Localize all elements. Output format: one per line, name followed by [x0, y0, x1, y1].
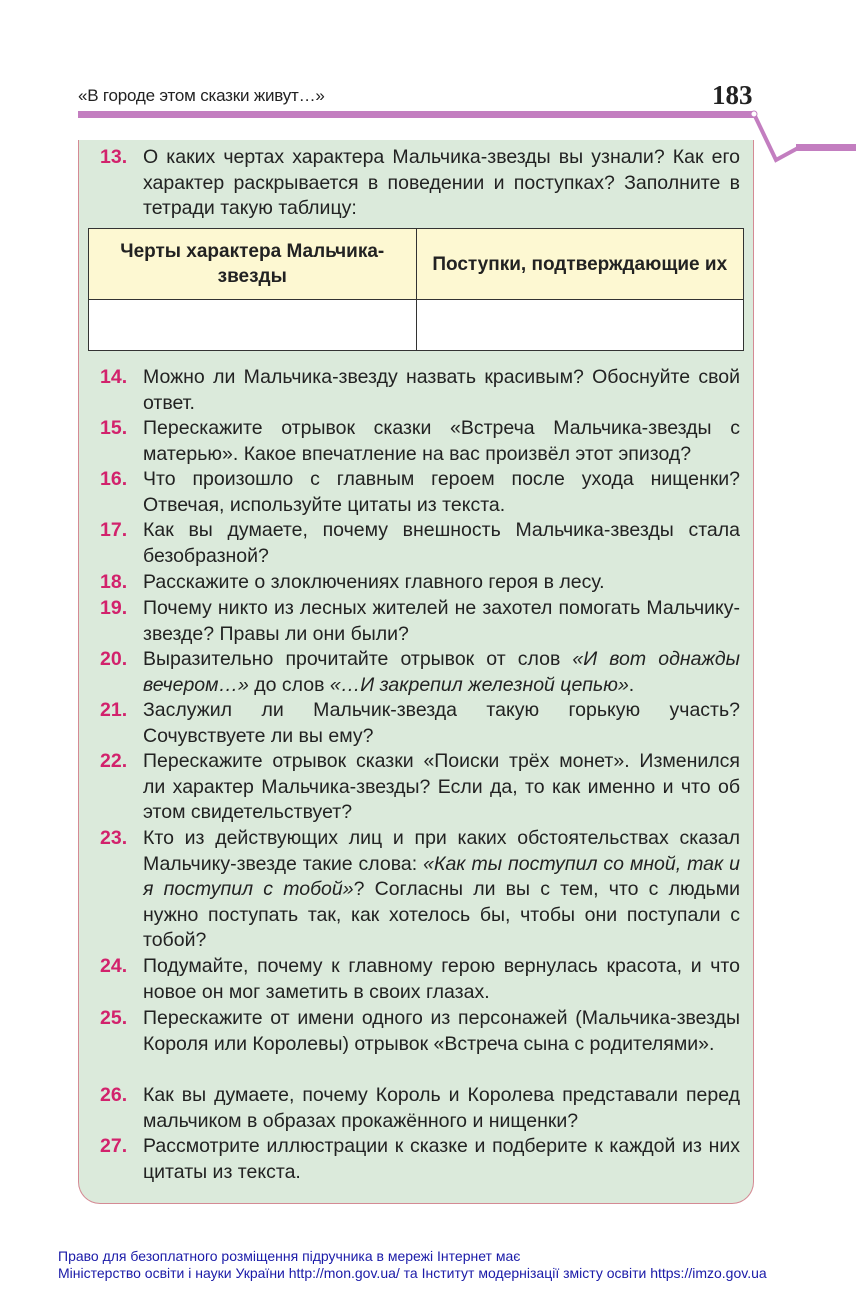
text-segment: Как вы думаете, почему Король и Королева представали перед мальчиком в образах прокажённого и нищенки? — [143, 1084, 740, 1132]
question-number: 17. — [100, 519, 128, 541]
footer-line-1: Право для безоплатного розміщення підручника в мережі Інтернет має — [58, 1248, 521, 1264]
question-text — [143, 518, 740, 569]
table-header-actions: Поступки, подтверждающие их — [416, 229, 744, 300]
question-text — [143, 647, 740, 698]
question-item — [100, 145, 740, 222]
question-text — [143, 416, 740, 467]
question-number: 16. — [100, 468, 128, 490]
question-text — [143, 1006, 740, 1057]
footer-line-2: Міністерство освіти і науки України http://mon.gov.ua/ та Інститут модернізації змісту освіти https://imzo.gov.ua — [58, 1265, 767, 1281]
question-item — [100, 826, 740, 954]
question-text — [143, 954, 740, 1005]
text-segment: Кто из действующих лиц и при каких обстоятельствах сказал Мальчику-звезде такие слова: — [143, 827, 740, 875]
page-number: 183 — [712, 80, 753, 110]
question-item — [100, 518, 740, 569]
text-segment: Перескажите от имени одного из персонажей (Мальчика-звезды Короля или Королевы) отрывок «Встреча сына с родителями». — [143, 1007, 740, 1055]
question-number: 25. — [100, 1007, 128, 1029]
table-row — [89, 300, 744, 351]
question-number: 24. — [100, 955, 128, 977]
question-number: 15. — [100, 417, 128, 439]
question-item — [100, 749, 740, 826]
header-rule — [78, 111, 754, 118]
table-header-traits: Черты характера Мальчика-звезды — [89, 229, 417, 300]
question-item — [100, 647, 740, 698]
question-number: 21. — [100, 699, 128, 721]
text-segment: Почему никто из лесных жителей не захотел помогать Мальчику-звезде? Правы ли они были? — [143, 597, 740, 645]
text-segment: О каких чертах характера Мальчика-звезды вы узнали? Как его характер раскрывается в поведении и поступках? Заполните в тетради такую таблицу: — [143, 146, 740, 220]
text-segment: . — [628, 673, 635, 696]
running-header: «В городе этом сказки живут…» — [78, 86, 325, 105]
text-segment: Заслужил ли Мальчик-звезда такую горькую участь? Сочувствуете ли вы ему? — [143, 699, 740, 747]
text-segment: Можно ли Мальчика-звезду назвать красивым? Обоснуйте свой ответ. — [143, 366, 740, 414]
text-segment: Расскажите о злоключениях главного героя в лесу. — [143, 571, 605, 593]
question-item — [100, 596, 740, 647]
text-segment: Перескажите отрывок сказки «Поиски трёх монет». Изменился ли характер Мальчика-звезды? Если да, то как именно и что об этом свидетельствует? — [143, 750, 740, 824]
question-text — [143, 826, 740, 954]
question-number: 27. — [100, 1135, 128, 1157]
question-item — [100, 698, 740, 749]
question-text — [143, 596, 740, 647]
quote-text: «И вот однажды вечером…» — [143, 648, 740, 696]
question-text — [143, 570, 740, 596]
text-segment: Рассмотрите иллюстрации к сказке и подберите к каждой из них цитаты из текста. — [143, 1135, 740, 1183]
question-text — [143, 698, 740, 749]
text-segment: Что произошло с главным героем после ухода нищенки? Отвечая, используйте цитаты из текста. — [143, 468, 740, 516]
question-number: 14. — [100, 366, 128, 388]
question-item — [100, 365, 740, 416]
question-number: 13. — [100, 146, 128, 168]
question-item — [100, 1006, 740, 1057]
question-item — [100, 416, 740, 467]
question-item — [100, 1134, 740, 1185]
question-text — [143, 467, 740, 518]
question-number: 22. — [100, 750, 128, 772]
table-cell — [416, 300, 744, 351]
question-text — [143, 749, 740, 826]
text-segment: до слов — [248, 673, 330, 696]
question-text — [143, 1134, 740, 1185]
table-cell — [89, 300, 417, 351]
question-number: 26. — [100, 1084, 128, 1106]
text-segment: Подумайте, почему к главному герою вернулась красота, и что новое он мог заметить в своих глазах. — [143, 955, 740, 1003]
text-segment: Как вы думаете, почему внешность Мальчика-звезды стала безобразной? — [143, 519, 740, 567]
text-segment: Перескажите отрывок сказки «Встреча Мальчика-звезды с матерью». Какое впечатление на вас произвёл этот эпизод? — [143, 417, 740, 465]
character-table — [88, 228, 744, 351]
question-item — [100, 954, 740, 1005]
license-footer — [58, 1248, 767, 1282]
quote-text: «Как ты поступил со мной, так и я поступил с тобой» — [143, 852, 740, 901]
question-text — [143, 1083, 740, 1134]
text-segment: ? Согласны ли вы с тем, что с людьми нужно поступать так, как хотелось бы, чтобы они поступали с тобой? — [143, 878, 740, 952]
question-item — [100, 570, 740, 596]
question-item — [100, 467, 740, 518]
question-number: 19. — [100, 597, 128, 619]
header-ornament — [740, 108, 856, 168]
question-number: 20. — [100, 648, 128, 670]
question-text — [143, 145, 740, 222]
question-text — [143, 365, 740, 416]
text-segment: Выразительно прочитайте отрывок от слов — [143, 648, 573, 670]
question-item — [100, 1083, 740, 1134]
question-number: 23. — [100, 827, 128, 849]
quote-text: «…И закрепил железной цепью» — [329, 673, 629, 696]
question-number: 18. — [100, 571, 128, 593]
